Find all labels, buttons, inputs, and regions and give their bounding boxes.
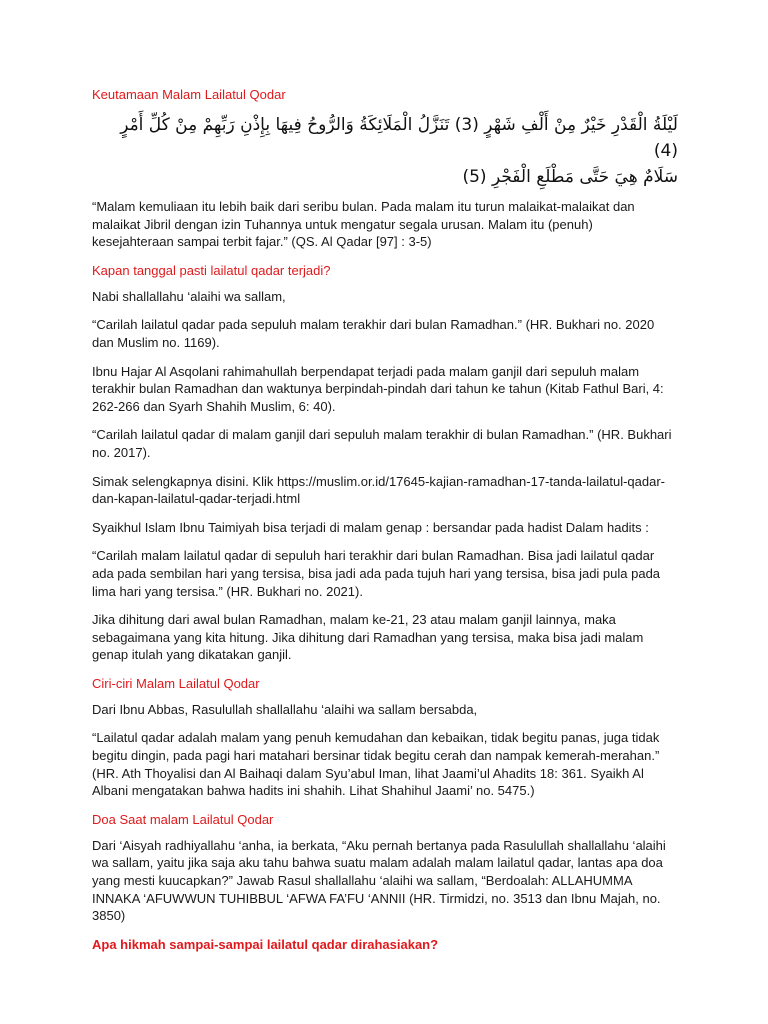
paragraph-jika: Jika dihitung dari awal bulan Ramadhan, malam ke-21, 23 atau malam ganjil lainnya, maka sebagaimana yang kita hitung. Jika dihitung dari Ramadhan yang tersisa, maka bisa jadi malam genap itulah yang dikatakan ganjil. xyxy=(92,612,644,663)
heading-doa: Doa Saat malam Lailatul Qodar xyxy=(92,811,274,827)
paragraph-aisyah: Dari ‘Aisyah radhiyallahu ‘anha, ia berkata, “Aku pernah bertanya pada Rasulullah shallallahu ‘alaihi wa sallam, yaitu jika saja aku tahu bahwa suatu malam adalah malam lailatul qadar, lantas apa doa yang mesti kuucapkan?” Jawab Rasul shallallahu ‘alaihi wa sallam, “Berdoalah: ALLAHUMMA INNAKA ‘AFUWWUN TUHIBBUL ‘AFWA FA’FU ‘ANNII (HR. Tirmidzi, no. 3513 dan Ibnu Majah, no. 3850) xyxy=(92,837,666,924)
paragraph-translation: “Malam kemuliaan itu lebih baik dari seribu bulan. Pada malam itu turun malaikat-malaikat dan malaikat Jibril dengan izin Tuhannya untuk mengatur segala urusan. Malam itu (penuh) kesejahteraan sampai terbit fajar.” (QS. Al Qadar [97] : 3-5) xyxy=(92,199,635,250)
arabic-line-1: لَيْلَةُ الْقَدْرِ خَيْرٌ مِنْ أَلْفِ شَهْرٍ (3) تَنَزَّلُ الْمَلَائِكَةُ وَالرُّوحُ فِيهَا بِإِذْنِ رَبِّهِمْ مِنْ كُلِّ أَمْرٍ (4) xyxy=(120,115,678,161)
paragraph-hadith-3: “Carilah malam lailatul qadar di sepuluh hari terakhir dari bulan Ramadhan. Bisa jadi lailatul qadar ada pada sembilan hari yang tersisa, bisa jadi ada pada tujuh hari yang tersisa, bisa jadi pula pada lima hari yang tersisa.” (HR. Bukhari no. 2021). xyxy=(92,548,661,599)
heading-keutamaan: Keutamaan Malam Lailatul Qodar xyxy=(92,87,286,102)
paragraph-nabi: Nabi shallallahu ‘alaihi wa sallam, xyxy=(92,288,286,304)
paragraph-syaikhul: Syaikhul Islam Ibnu Taimiyah bisa terjadi di malam genap : bersandar pada hadist Dalam hadits : xyxy=(92,519,649,535)
heading-ciri: Ciri-ciri Malam Lailatul Qodar xyxy=(92,675,260,691)
arabic-line-2: سَلَامٌ هِيَ حَتَّى مَطْلَعِ الْفَجْرِ (5) xyxy=(462,167,678,187)
paragraph-hadith-1: “Carilah lailatul qadar pada sepuluh malam terakhir dari bulan Ramadhan.” (HR. Bukhari no. 2020 dan Muslim no. 1169). xyxy=(92,317,655,350)
heading-hikmah: Apa hikmah sampai-sampai lailatul qadar dirahasiakan? xyxy=(92,936,439,952)
quran-verse-arabic xyxy=(92,112,678,190)
paragraph-ibnu-hajar: Ibnu Hajar Al Asqolani rahimahullah berpendapat terjadi pada malam ganjil dari sepuluh malam terakhir bulan Ramadhan dan waktunya berpindah-pindah dari tahun ke tahun (Kitab Fathul Bari, 4: 262-266 dan Syarh Shahih Muslim, 6: 40). xyxy=(92,363,664,414)
paragraph-simak: Simak selengkapnya disini. Klik https://muslim.or.id/17645-kajian-ramadhan-17-tanda-lailatul-qadar-dan-kapan-lailatul-qadar-terjadi.html xyxy=(92,473,666,507)
paragraph-hadith-4: “Lailatul qadar adalah malam yang penuh kemudahan dan kebaikan, tidak begitu panas, juga tidak begitu dingin, pada pagi hari matahari bersinar tidak begitu cerah dan nampak kemerah-merahan.” (HR. Ath Thoyalisi dan Al Baihaqi dalam Syu’abul Iman, lihat Jaami’ul Ahadits 18: 361. Syaikh Al Albani mengatakan bahwa hadits ini shahih. Lihat Shahihul Jaami’ no. 5475.) xyxy=(92,730,660,799)
paragraph-hadith-2: “Carilah lailatul qadar di malam ganjil dari sepuluh malam terakhir di bulan Ramadhan.” (HR. Bukhari no. 2017). xyxy=(92,427,672,460)
paragraph-ibnu-abbas: Dari Ibnu Abbas, Rasulullah shallallahu ‘alaihi wa sallam bersabda, xyxy=(92,701,478,717)
heading-kapan: Kapan tanggal pasti lailatul qadar terjadi? xyxy=(92,262,331,278)
